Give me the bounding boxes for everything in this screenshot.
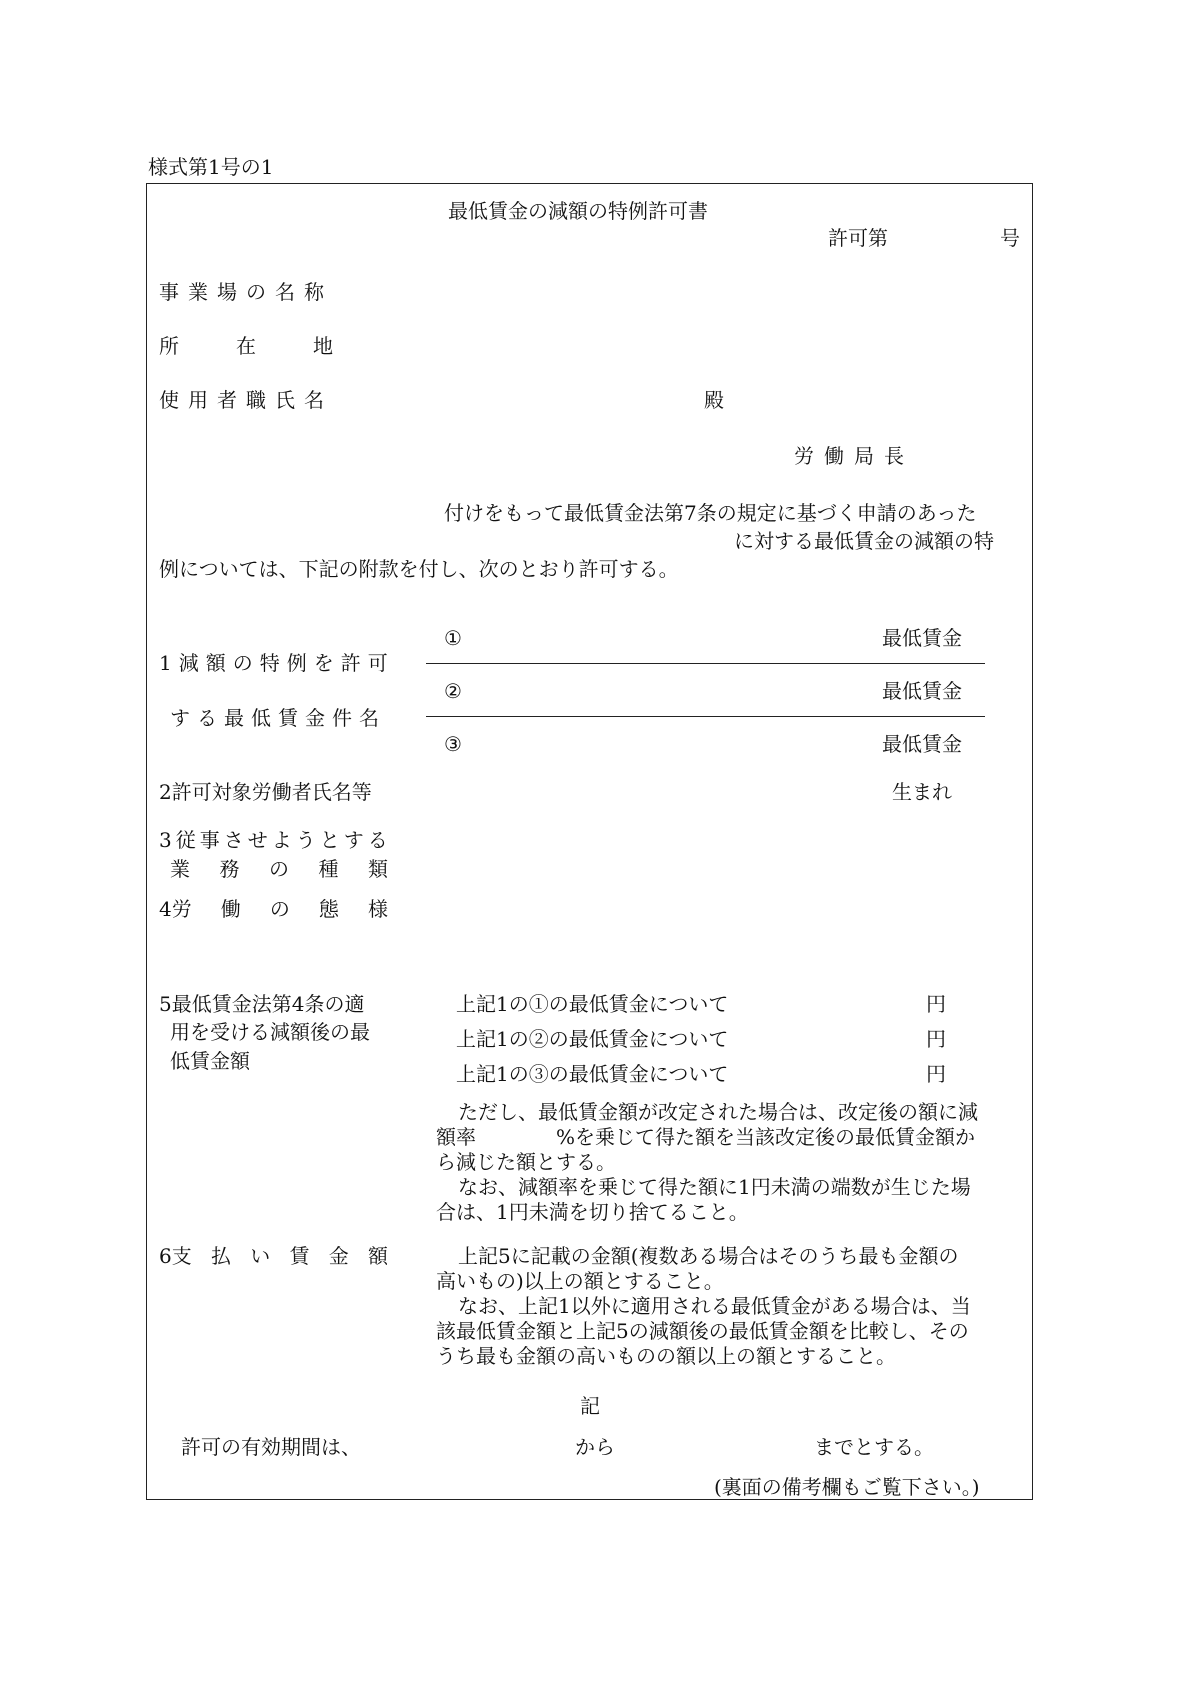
- item5-label-line1: 5最低賃金法第4条の適: [159, 992, 365, 1016]
- item5-label-line3: 低賃金額: [170, 1049, 250, 1073]
- intro-line-3: 例については、下記の附款を付し、次のとおり許可する。: [159, 557, 679, 581]
- item6-text-2: 高いもの)以上の額とすること。: [436, 1269, 724, 1293]
- item5-unit-3: 円: [926, 1062, 946, 1086]
- item1-suffix-1: 最低賃金: [882, 626, 962, 650]
- item2-suffix: 生まれ: [892, 780, 952, 804]
- item5-unit-1: 円: [926, 992, 946, 1016]
- address-label: 所 在 地: [159, 334, 333, 358]
- item3-label-line2: 業 務 の 種 類: [170, 857, 388, 881]
- item5-label-line2: 用を受ける減額後の最: [170, 1020, 370, 1044]
- document-title: 最低賃金の減額の特例許可書: [448, 199, 708, 223]
- back-side-note: (裏面の備考欄もご覧下さい。): [714, 1475, 980, 1499]
- item5-note-5: 合は、1円未満を切り捨てること。: [436, 1200, 749, 1224]
- intro-line-2: に対する最低賃金の減額の特: [734, 529, 994, 553]
- item5-row-3: 上記1の③の最低賃金について: [456, 1062, 729, 1086]
- item5-note-4: なお、減額率を乗じて得た額に1円未満の端数が生じた場: [458, 1175, 971, 1199]
- validity-label: 許可の有効期間は、: [181, 1435, 361, 1459]
- item5-note-2: 額率 %を乗じて得た額を当該改定後の最低賃金額か: [436, 1125, 976, 1149]
- ki-heading: 記: [580, 1394, 600, 1418]
- item1-mark-1: ①: [444, 626, 462, 650]
- item6-text-1: 上記5に記載の金額(複数ある場合はそのうち最も金額の: [458, 1244, 959, 1268]
- item6-text-5: うち最も金額の高いものの額以上の額とすること。: [436, 1344, 896, 1368]
- issuer-title: 労働局長: [794, 444, 914, 468]
- item1-label-line2: する最低賃金件名: [170, 706, 386, 730]
- form-number: 様式第1号の1: [148, 155, 274, 179]
- item5-unit-2: 円: [926, 1027, 946, 1051]
- validity-until: までとする。: [814, 1435, 934, 1459]
- item1-separator-2: [426, 716, 985, 717]
- item1-suffix-2: 最低賃金: [882, 679, 962, 703]
- item3-label-line1: 3従事させようとする: [159, 828, 392, 852]
- item5-note-1: ただし、最低賃金額が改定された場合は、改定後の額に減: [458, 1100, 978, 1124]
- item1-mark-3: ③: [444, 732, 462, 756]
- item1-mark-2: ②: [444, 679, 462, 703]
- permit-number-suffix: 号: [1000, 226, 1020, 250]
- item6-label: 6支 払 い 賃 金 額: [159, 1244, 388, 1268]
- employer-label: 使用者職氏名: [159, 388, 333, 412]
- item1-label-line1: 1減額の特例を許可: [159, 651, 395, 675]
- item4-label: 4労 働 の 態 様: [159, 897, 388, 921]
- item6-text-3: なお、上記1以外に適用される最低賃金がある場合は、当: [458, 1294, 971, 1318]
- intro-line-1: 付けをもって最低賃金法第7条の規定に基づく申請のあった: [444, 501, 977, 525]
- item5-row-1: 上記1の①の最低賃金について: [456, 992, 729, 1016]
- permit-number-prefix: 許可第: [828, 226, 888, 250]
- item5-note-3: ら減じた額とする。: [436, 1150, 616, 1174]
- item2-label: 2許可対象労働者氏名等: [159, 780, 372, 804]
- item6-text-4: 該最低賃金額と上記5の減額後の最低賃金額を比較し、その: [436, 1319, 969, 1343]
- item1-separator-1: [426, 663, 985, 664]
- item5-row-2: 上記1の②の最低賃金について: [456, 1027, 729, 1051]
- business-name-label: 事業場の名称: [159, 280, 333, 304]
- item1-suffix-3: 最低賃金: [882, 732, 962, 756]
- validity-from: から: [575, 1435, 615, 1459]
- honorific: 殿: [704, 388, 724, 412]
